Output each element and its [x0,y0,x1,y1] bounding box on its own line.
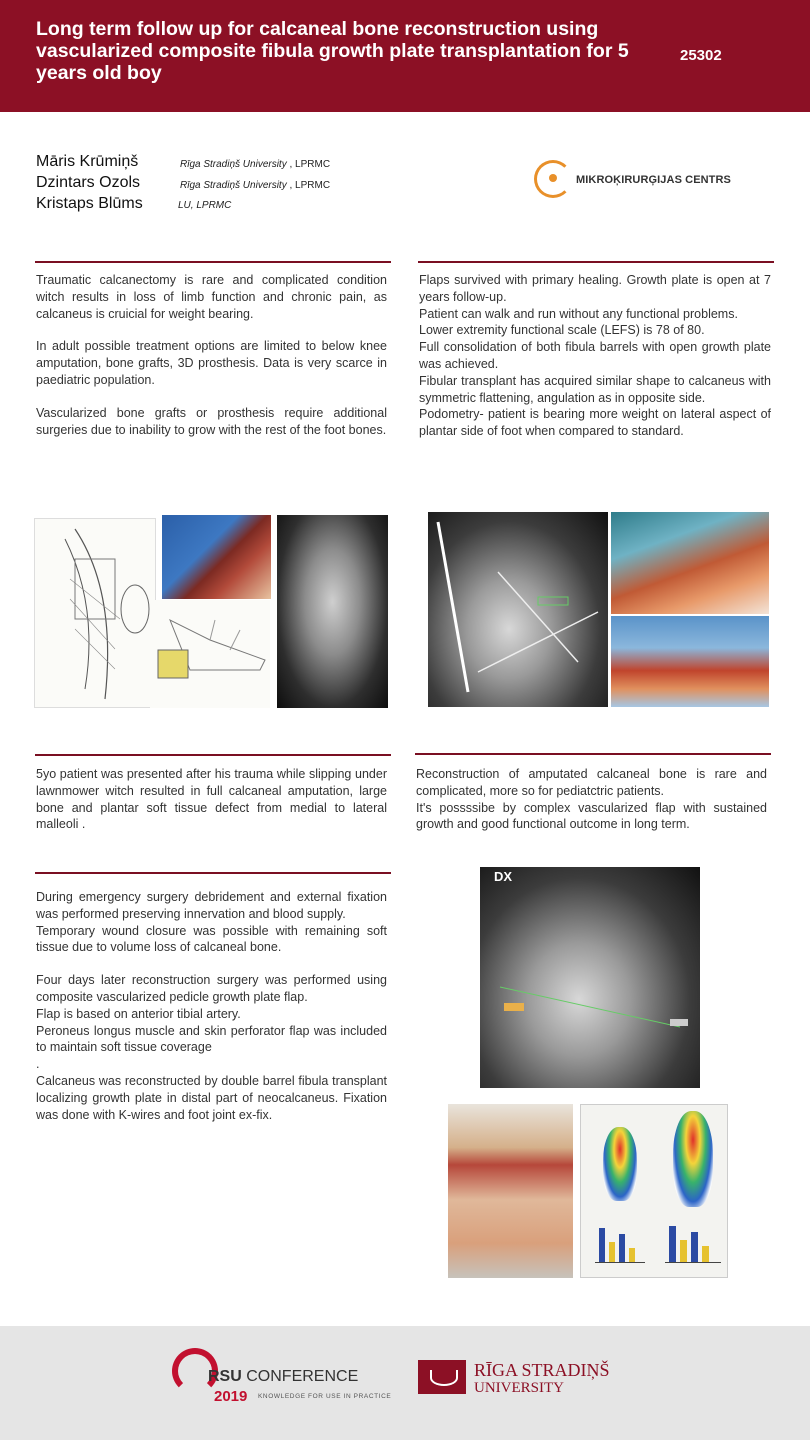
author-name: Māris Krūmiņš [36,153,139,170]
paragraph: 5yo patient was presented after his trauma while slipping under lawnmower witch resulted in full calcaneal amputation, large bone and plantar soft tissue defect from medial to lateral malleoli . [36,767,387,832]
pressure-bar-chart [595,1215,645,1263]
author-name: Kristaps Blūms [36,195,143,212]
section-divider [418,261,774,263]
chart-bar [629,1248,635,1262]
microsurgery-center-logo [534,158,734,202]
surgical-sketch-image [34,518,156,708]
paragraph: Peroneus longus muscle and skin perforator flap was included to maintain soft tissue coverage [36,1023,387,1055]
logo-text: MIKROĶIRURĢIJAS CENTRS [576,174,731,186]
paragraph: Patient can walk and run without any functional problems. [419,306,738,321]
paragraph: It's possssibe by complex vascularized flap with sustained growth and good functional outcome in long term. [416,800,767,832]
section-divider [415,753,771,755]
xray-fixation-image [428,512,608,707]
foot-anatomy-sketch [150,600,270,708]
paragraph: Podometry- patient is bearing more weight on lateral aspect of plantar side of foot when compared to standard. [419,407,771,439]
conclusion-text [416,766,767,833]
rsu-conference-logo [172,1348,402,1408]
paragraph: In adult possible treatment options are limited to below knee amputation, bone grafts, 3D prosthesis. Data is very scarce in paediatric population. [36,339,387,387]
intro-text [36,272,387,438]
chart-bar [609,1242,615,1262]
patient-legs-photo [448,1104,573,1278]
surgery-photo-2 [611,616,769,707]
chart-bar [599,1228,605,1262]
university-name-line2: UNIVERSITY [474,1380,564,1396]
paragraph: Flaps survived with primary healing. Growth plate is open at 7 years follow-up. [419,273,771,304]
sketch-drawing-icon [35,519,156,708]
followup-xray-image [480,867,700,1088]
author-affiliation: Rīga Stradiņš University , LPRMC [180,159,331,170]
chart-bar [669,1226,676,1262]
author-affiliation: LU, LPRMC [178,200,232,211]
paragraph: Temporary wound closure was possible with remaining soft tissue due to volume loss of calcaneal bone. [36,923,387,955]
conference-tagline: KNOWLEDGE FOR USE IN PRACTICE [258,1393,392,1400]
foot-pressure-map-left [603,1127,637,1201]
chart-bar [691,1232,698,1262]
measurement-lines-icon [480,867,700,1088]
paragraph: Calcaneus was reconstructed by double barrel fibula transplant localizing growth plate in distal part of neocalcaneus. Fixation was done with K-wires and foot joint ex-fix. [36,1073,387,1122]
trauma-photo [162,515,271,599]
paragraph: Traumatic calcanectomy is rare and complicated condition witch results in loss of limb function and chronic pain, as calcaneus is cruicial for weight bearing. [36,273,387,321]
paragraph: Four days later reconstruction surgery was performed using composite vascularized pedicle growth plate flap. [36,973,387,1004]
xray-dx-label: DX [494,869,513,884]
chart-bar [619,1234,625,1262]
paragraph: Fibular transplant has acquired similar shape to calcaneus with symmetric flattening, angulation as in opposite side. [419,373,771,405]
author-name: Dzintars Ozols [36,174,141,191]
paragraph: Vascularized bone grafts or prosthesis require additional surgeries due to inability to grow with the rest of the foot bones. [36,405,387,437]
poster-footer [0,1326,810,1440]
surgery-text [36,889,387,1123]
university-emblem-icon [418,1360,466,1394]
pressure-bar-chart [665,1215,721,1263]
chart-bar [702,1246,709,1262]
section-divider [35,261,391,263]
foot-pressure-map-right [673,1111,713,1207]
paragraph: . [36,1057,40,1072]
k-wires-icon [428,512,608,707]
chart-bar [680,1240,687,1262]
poster-code: 25302 [680,47,722,64]
paragraph: Flap is based on anterior tibial artery. [36,1006,241,1021]
xray-ankle-image [277,515,388,708]
results-text [419,272,771,440]
rsu-university-logo [418,1360,608,1400]
paragraph: Reconstruction of amputated calcaneal bone is rare and complicated, more so for pediatctric patients. [416,767,767,798]
poster-header [0,0,810,112]
conference-year: 2019 [214,1388,248,1405]
section-divider [35,754,391,756]
paragraph: Full consolidation of both fibula barrels with open growth plate was achieved. [419,340,771,371]
conference-name: RSU CONFERENCE [208,1368,359,1385]
author-affiliation: Rīga Stradiņš University , LPRMC [180,180,331,191]
paragraph: Lower extremity functional scale (LEFS) is 78 of 80. [419,323,705,338]
logo-dot-icon [549,174,557,182]
poster-title: Long term follow up for calcaneal bone reconstruction using vascularized composite fibula growth plate transplantation for 5 years old boy [36,18,629,84]
section-divider [35,872,391,874]
paragraph: During emergency surgery debridement and external fixation was performed preserving innervation and blood supply. [36,890,387,921]
podometry-image [580,1104,728,1278]
case-text [36,766,387,833]
foot-sketch-icon [150,600,270,708]
surgery-photo-1 [611,512,769,614]
university-name-line1: RĪGA STRADIŅŠ [474,1360,610,1380]
